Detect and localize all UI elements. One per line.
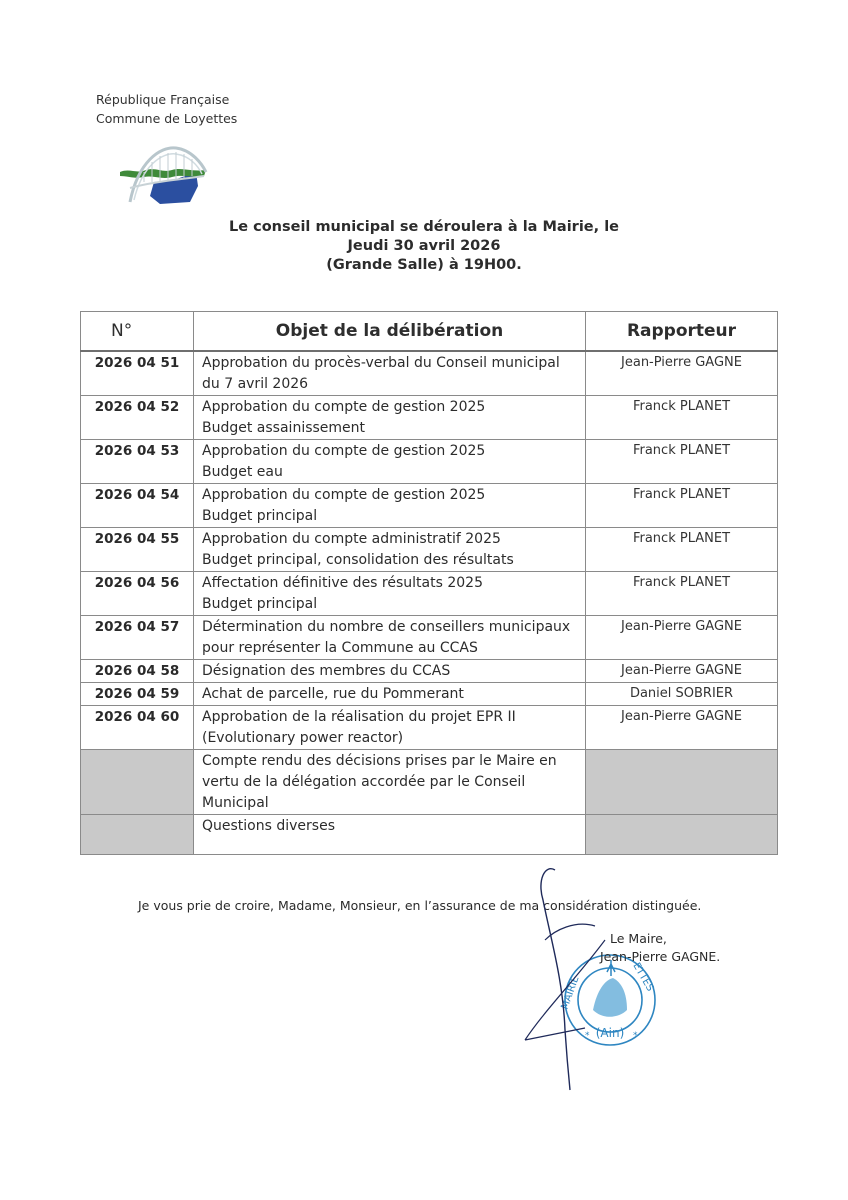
svg-text:*: * xyxy=(585,1031,590,1041)
subject-line: Approbation de la réalisation du projet EPR II xyxy=(202,709,516,725)
deliberation-subject xyxy=(194,683,586,706)
deliberation-number: 2026 04 58 xyxy=(81,660,194,683)
empty-shaded-cell xyxy=(81,750,194,815)
subject-line: Approbation du compte de gestion 2025 xyxy=(202,487,486,503)
svg-text:MAIRIE: MAIRIE xyxy=(559,974,582,1012)
info-subject xyxy=(194,750,586,815)
subject-line: Approbation du compte de gestion 2025 xyxy=(202,399,486,415)
republic-label: République Française xyxy=(96,92,230,107)
rapporteur-name: Daniel SOBRIER xyxy=(586,683,778,706)
svg-text:*: * xyxy=(633,1031,638,1041)
deliberation-number: 2026 04 51 xyxy=(81,351,194,396)
column-header-subject: Objet de la délibération xyxy=(194,312,586,352)
agenda-table xyxy=(80,311,778,855)
table-row xyxy=(81,706,778,750)
table-row xyxy=(81,683,778,706)
meeting-announcement xyxy=(200,218,648,275)
rapporteur-name: Franck PLANET xyxy=(586,484,778,528)
subject-line: Approbation du compte administratif 2025 xyxy=(202,531,501,547)
commune-label: Commune de Loyettes xyxy=(96,111,238,126)
empty-shaded-cell xyxy=(586,750,778,815)
subject-line: Compte rendu des décisions prises par le Maire en xyxy=(202,753,557,769)
rapporteur-name: Jean-Pierre GAGNE xyxy=(586,616,778,660)
deliberation-number: 2026 04 55 xyxy=(81,528,194,572)
signatory-title: Le Maire, xyxy=(610,931,667,946)
rapporteur-name: Jean-Pierre GAGNE xyxy=(586,706,778,750)
rapporteur-name: Jean-Pierre GAGNE xyxy=(586,660,778,683)
deliberation-subject xyxy=(194,660,586,683)
subject-line: Budget principal, consolidation des résultats xyxy=(202,552,514,568)
table-row xyxy=(81,528,778,572)
column-header-rapporteur: Rapporteur xyxy=(586,312,778,352)
column-header-number: N° xyxy=(81,312,194,352)
subject-line: Budget principal xyxy=(202,508,318,524)
svg-text:(Ain): (Ain) xyxy=(595,1026,625,1040)
deliberation-subject xyxy=(194,351,586,396)
deliberation-number: 2026 04 59 xyxy=(81,683,194,706)
subject-line: du 7 avril 2026 xyxy=(202,376,309,392)
table-row xyxy=(81,660,778,683)
table-row xyxy=(81,396,778,440)
mayor-stamp-signature-icon xyxy=(515,860,665,1100)
empty-shaded-cell xyxy=(586,815,778,855)
subject-line: vertu de la délégation accordée par le Conseil xyxy=(202,774,526,790)
deliberation-subject xyxy=(194,396,586,440)
announcement-line-room-time: (Grande Salle) à 19H00. xyxy=(326,257,522,273)
subject-line: Budget assainissement xyxy=(202,420,366,436)
deliberation-number: 2026 04 54 xyxy=(81,484,194,528)
deliberation-number: 2026 04 57 xyxy=(81,616,194,660)
issuer-header xyxy=(96,90,237,128)
rapporteur-name: Franck PLANET xyxy=(586,528,778,572)
rapporteur-name: Franck PLANET xyxy=(586,396,778,440)
agenda-header-row xyxy=(81,312,778,352)
bridge-river-logo-icon xyxy=(116,142,212,206)
subject-line: Détermination du nombre de conseillers municipaux xyxy=(202,619,571,635)
subject-line: Approbation du procès-verbal du Conseil municipal xyxy=(202,355,560,371)
table-row xyxy=(81,351,778,396)
deliberation-number: 2026 04 52 xyxy=(81,396,194,440)
subject-line: Désignation des membres du CCAS xyxy=(202,663,451,679)
signatory-name: Jean-Pierre GAGNE. xyxy=(600,949,721,964)
announcement-line-date: Jeudi 30 avril 2026 xyxy=(347,238,501,254)
announcement-line-location: Le conseil municipal se déroulera à la Mairie, le xyxy=(228,219,619,235)
closing-formula: Je vous prie de croire, Madame, Monsieur, en l’assurance de ma considération distinguée. xyxy=(138,898,702,913)
rapporteur-name: Jean-Pierre GAGNE xyxy=(586,351,778,396)
svg-text:ETTES: ETTES xyxy=(630,961,656,994)
subject-line: Achat de parcelle, rue du Pommerant xyxy=(202,686,464,702)
empty-shaded-cell xyxy=(81,815,194,855)
info-subject xyxy=(194,815,586,855)
subject-line: Municipal xyxy=(202,795,269,811)
subject-line: pour représenter la Commune au CCAS xyxy=(202,640,478,656)
table-row xyxy=(81,484,778,528)
deliberation-subject xyxy=(194,528,586,572)
table-row xyxy=(81,616,778,660)
subject-line: (Evolutionary power reactor) xyxy=(202,730,404,746)
subject-line: Questions diverses xyxy=(202,818,335,834)
deliberation-subject xyxy=(194,616,586,660)
deliberation-subject xyxy=(194,440,586,484)
table-row-info xyxy=(81,750,778,815)
deliberation-subject xyxy=(194,706,586,750)
subject-line: Approbation du compte de gestion 2025 xyxy=(202,443,486,459)
subject-line: Budget principal xyxy=(202,596,318,612)
signature-block xyxy=(600,930,720,966)
subject-line: Budget eau xyxy=(202,464,283,480)
deliberation-number: 2026 04 60 xyxy=(81,706,194,750)
deliberation-subject xyxy=(194,484,586,528)
table-row-info xyxy=(81,815,778,855)
deliberation-subject xyxy=(194,572,586,616)
subject-line: Affectation définitive des résultats 2025 xyxy=(202,575,483,591)
table-row xyxy=(81,572,778,616)
table-row xyxy=(81,440,778,484)
rapporteur-name: Franck PLANET xyxy=(586,572,778,616)
deliberation-number: 2026 04 53 xyxy=(81,440,194,484)
rapporteur-name: Franck PLANET xyxy=(586,440,778,484)
deliberation-number: 2026 04 56 xyxy=(81,572,194,616)
